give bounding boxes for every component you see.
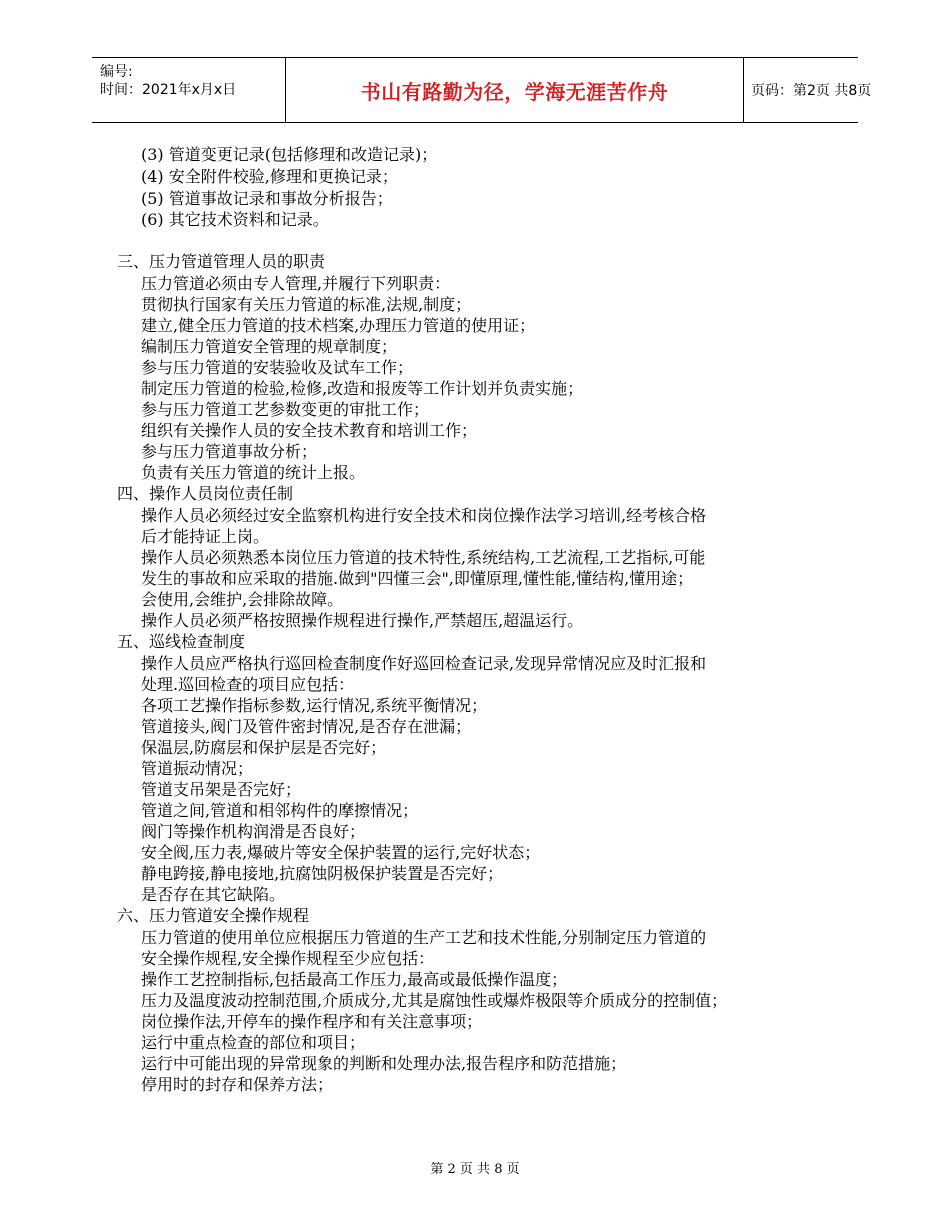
section-line: 阀门等操作机构润滑是否良好； <box>141 822 366 841</box>
section-line: 操作工艺控制指标,包括最高工作压力,最高或最低操作温度； <box>141 970 568 989</box>
section-heading: 四、操作人员岗位责任制 <box>117 484 294 503</box>
section-line: 处理.巡回检查的项目应包括： <box>141 675 355 694</box>
document-number-label: 编号: <box>100 64 133 80</box>
section-line: 制定压力管道的检验,检修,改造和报废等工作计划并负责实施； <box>141 379 584 398</box>
list-item: (6) 其它技术资料和记录。 <box>141 210 329 229</box>
section-heading: 三、压力管道管理人员的职责 <box>117 252 326 271</box>
section-heading: 五、巡线检查制度 <box>117 632 246 651</box>
section-line: 后才能持证上岗。 <box>141 527 270 546</box>
section-line: 参与压力管道事故分析； <box>141 442 318 461</box>
section-line: 停用时的封存和保养方法； <box>141 1075 334 1094</box>
section-line: 参与压力管道工艺参数变更的审批工作； <box>141 400 430 419</box>
section-line: 发生的事故和应采取的措施.做到"四懂三会",即懂原理,懂性能,懂结构,懂用途； <box>141 569 694 588</box>
header-page-cell <box>743 58 872 122</box>
section-heading: 六、压力管道安全操作规程 <box>117 906 310 925</box>
section-line: 编制压力管道安全管理的规章制度； <box>141 337 398 356</box>
list-item: (3) 管道变更记录(包括修理和改造记录)； <box>141 145 438 164</box>
header-motto-cell <box>285 58 744 122</box>
section-line: 贯彻执行国家有关压力管道的标准,法规,制度； <box>141 295 472 314</box>
section-line: 管道接头,阀门及管件密封情况,是否存在泄漏； <box>141 717 472 736</box>
list-item: (4) 安全附件校验,修理和更换记录； <box>141 167 398 186</box>
section-line: 压力管道的使用单位应根据压力管道的生产工艺和技术性能,分别制定压力管道的 <box>141 928 707 947</box>
section-line: 操作人员必须严格按照操作规程进行操作,严禁超压,超温运行。 <box>141 611 584 630</box>
section-line: 安全阀,压力表,爆破片等安全保护装置的运行,完好状态； <box>141 843 541 862</box>
section-line: 运行中可能出现的异常现象的判断和处理办法,报告程序和防范措施； <box>141 1054 627 1073</box>
page-header <box>92 57 872 123</box>
document-time-label: 时间：2021年x月x日 <box>100 82 237 98</box>
section-line: 保温层,防腐层和保护层是否完好； <box>141 738 387 757</box>
section-line: 岗位操作法,开停车的操作程序和有关注意事项； <box>141 1012 483 1031</box>
section-line: 参与压力管道的安装验收及试车工作； <box>141 358 414 377</box>
section-line: 压力管道必须由专人管理,并履行下列职责： <box>141 274 451 293</box>
section-line: 安全操作规程,安全操作规程至少应包括： <box>141 949 435 968</box>
section-line: 各项工艺操作指标参数,运行情况,系统平衡情况； <box>141 696 488 715</box>
section-line: 操作人员必须熟悉本岗位压力管道的技术特性,系统结构,工艺流程,工艺指标,可能 <box>141 548 706 567</box>
section-line: 操作人员应严格执行巡回检查制度作好巡回检查记录,发现异常情况应及时汇报和 <box>141 654 707 673</box>
section-line: 是否存在其它缺陷。 <box>141 885 286 904</box>
section-line: 运行中重点检查的部位和项目； <box>141 1033 366 1052</box>
section-line: 静电跨接,静电接地,抗腐蚀阴极保护装置是否完好； <box>141 864 504 883</box>
section-line: 建立,健全压力管道的技术档案,办理压力管道的使用证； <box>141 316 536 335</box>
section-line: 管道之间,管道和相邻构件的摩擦情况； <box>141 801 419 820</box>
section-line: 管道振动情况； <box>141 759 254 778</box>
section-line: 操作人员必须经过安全监察机构进行安全技术和岗位操作法学习培训,经考核合格 <box>141 506 707 525</box>
section-line: 组织有关操作人员的安全技术教育和培训工作； <box>141 421 478 440</box>
section-line: 管道支吊架是否完好； <box>141 780 302 799</box>
section-line: 负责有关压力管道的统计上报。 <box>141 463 366 482</box>
list-item: (5) 管道事故记录和事故分析报告； <box>141 189 393 208</box>
header-motto: 书山有路勤为径，学海无涯苦作舟 <box>360 79 669 104</box>
header-page-info: 页码：第2页 共8页 <box>751 83 872 99</box>
page-footer: 第 2 页 共 8 页 <box>430 1162 520 1177</box>
header-meta <box>92 58 285 122</box>
section-line: 压力及温度波动控制范围,介质成分,尤其是腐蚀性或爆炸极限等介质成分的控制值； <box>141 991 728 1010</box>
section-line: 会使用,会维护,会排除故障。 <box>141 590 344 609</box>
